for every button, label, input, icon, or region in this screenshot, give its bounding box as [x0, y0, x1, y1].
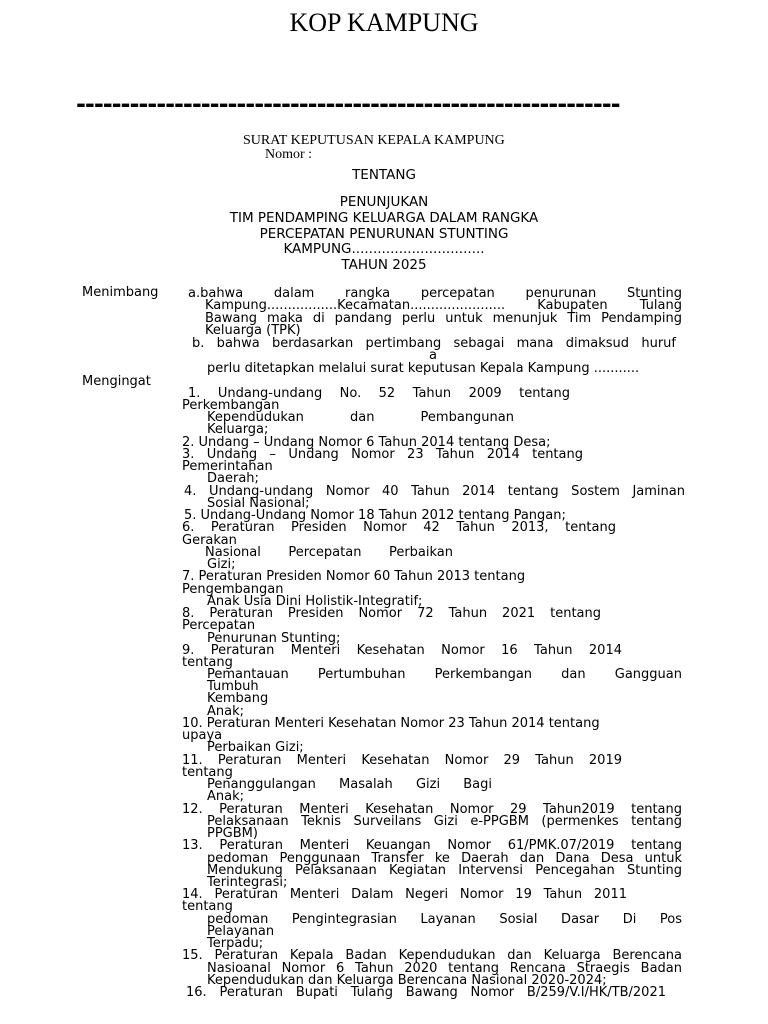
- text-line: 1. Undang-undang No. 52 Tahun 2009 tentang: [188, 386, 570, 401]
- text-line: a: [429, 348, 437, 363]
- text-line: Kependudukan dan Pembangunan: [207, 410, 514, 425]
- text-line: Perbaikan Gizi;: [207, 740, 304, 755]
- text-line: Pelayanan: [207, 924, 275, 939]
- text-line: 5. Undang-Undang Nomor 18 Tahun 2012 tentang Pangan;: [184, 508, 566, 523]
- text-line: 13. Peraturan Menteri Keuangan Nomor 61/PMK.07/2019 tentang: [182, 838, 682, 853]
- text-line: 15. Peraturan Kepala Badan Kependudukan dan Keluarga Berencana: [182, 948, 682, 963]
- text-line: 10. Peraturan Menteri Kesehatan Nomor 23 Tahun 2014 tentang: [182, 716, 600, 731]
- text-line: Pelaksanaan Teknis Surveilans Gizi e-PPGBM (permenkes tentang: [207, 814, 682, 829]
- text-line: 8. Peraturan Presiden Nomor 72 Tahun 2021 tentang: [182, 606, 601, 621]
- text-line: tentang: [182, 655, 233, 670]
- text-line: PPGBM): [207, 826, 258, 841]
- text-line: Terintegrasi;: [207, 875, 288, 890]
- text-line: 9. Peraturan Menteri Kesehatan Nomor 16 Tahun 2014: [182, 643, 622, 658]
- text-line: 14. Peraturan Menteri Dalam Negeri Nomor 19 Tahun 2011: [182, 887, 627, 902]
- text-line: Kependudukan dan Keluarga Berencana Nasional 2020-2024;: [207, 973, 607, 988]
- text-line: Anak;: [207, 704, 245, 719]
- text-line: pedoman Penggunaan Transfer ke Daerah dan Dana Desa untuk: [207, 851, 682, 866]
- subject-line: PERCEPATAN PENURUNAN STUNTING: [259, 226, 509, 242]
- text-line: Gizi;: [207, 557, 236, 572]
- text-line: 16. Peraturan Bupati Tulang Bawang Nomor B/259/V.I/HK/TB/2021: [186, 985, 666, 1000]
- text-line: Bawang maka di pandang perlu untuk menunjuk Tim Pendamping: [205, 311, 682, 326]
- menimbang-label: Menimbang: [82, 285, 159, 300]
- letterhead-title: KOP KAMPUNG: [289, 8, 479, 37]
- subject-line: KAMPUNG...............................: [283, 241, 485, 257]
- text-line: Gerakan: [182, 533, 237, 548]
- text-line: Pemantauan Pertumbuhan Perkembangan dan Gangguan: [207, 667, 682, 682]
- text-line: 11. Peraturan Menteri Kesehatan Nomor 29 Tahun 2019: [182, 753, 622, 768]
- text-line: a.bahwa dalam rangka percepatan penurunan Stunting: [188, 286, 682, 301]
- text-line: 6. Peraturan Presiden Nomor 42 Tahun 2013, tentang: [182, 520, 616, 535]
- text-line: Percepatan: [182, 618, 256, 633]
- text-line: upaya: [182, 728, 223, 743]
- text-line: Penanggulangan Masalah Gizi Bagi: [207, 777, 492, 792]
- text-line: 2. Undang – Undang Nomor 6 Tahun 2014 tentang Desa;: [182, 435, 551, 450]
- text-line: 12. Peraturan Menteri Kesehatan Nomor 29 Tahun2019 tentang: [182, 802, 682, 817]
- text-line: Perkembangan: [182, 398, 280, 413]
- text-line: Anak;: [207, 789, 245, 804]
- text-line: 3. Undang – Undang Nomor 23 Tahun 2014 tentang: [182, 447, 583, 462]
- text-line: Penurunan Stunting;: [207, 631, 341, 646]
- text-line: perlu ditetapkan melalui surat keputusan Kepala Kampung ...........: [207, 361, 640, 376]
- subject-line: PENUNJUKAN: [339, 194, 429, 210]
- text-line: b. bahwa berdasarkan pertimbang sebagai mana dimaksud huruf: [192, 336, 676, 351]
- decree-title: SURAT KEPUTUSAN KEPALA KAMPUNG: [243, 133, 505, 148]
- text-line: Nasional Percepatan Perbaikan: [205, 545, 453, 560]
- text-line: Kampung.................Kecamatan....................... Kabupaten Tulang: [205, 298, 682, 313]
- mengingat-label: Mengingat: [82, 374, 151, 389]
- text-line: Keluarga;: [207, 422, 269, 437]
- subject-line: TIM PENDAMPING KELUARGA DALAM RANGKA: [229, 210, 539, 226]
- text-line: Anak Usia Dini Holistik-Integratif;: [207, 594, 423, 609]
- text-line: Mendukung Pelaksanaan Kegiatan Intervensi Pencegahan Stunting: [207, 863, 682, 878]
- text-line: Daerah;: [207, 471, 259, 486]
- text-line: Sosial Nasional;: [207, 496, 310, 511]
- text-line: Keluarga (TPK): [205, 323, 301, 338]
- text-line: Pengembangan: [182, 582, 284, 597]
- decree-number: Nomor :: [265, 147, 313, 162]
- text-line: Nasioanal Nomor 6 Tahun 2020 tentang Rencana Straegis Badan: [207, 961, 682, 976]
- text-line: Kembang: [207, 691, 269, 706]
- text-line: 7. Peraturan Presiden Nomor 60 Tahun 2013 tentang: [182, 569, 526, 584]
- text-line: tentang: [182, 899, 233, 914]
- text-line: tentang: [182, 765, 233, 780]
- text-line: 4. Undang-undang Nomor 40 Tahun 2014 tentang Sostem Jaminan: [184, 484, 685, 499]
- text-line: Terpadu;: [207, 936, 264, 951]
- text-line: Pemerintahan: [182, 459, 273, 474]
- tentang-heading: TENTANG: [352, 167, 416, 183]
- text-line: Tumbuh: [207, 679, 259, 694]
- subject-line: TAHUN 2025: [341, 257, 427, 273]
- text-line: pedoman Pengintegrasian Layanan Sosial Dasar Di Pos: [207, 912, 682, 927]
- separator-line: -------------------------------------------------------------: [76, 92, 620, 116]
